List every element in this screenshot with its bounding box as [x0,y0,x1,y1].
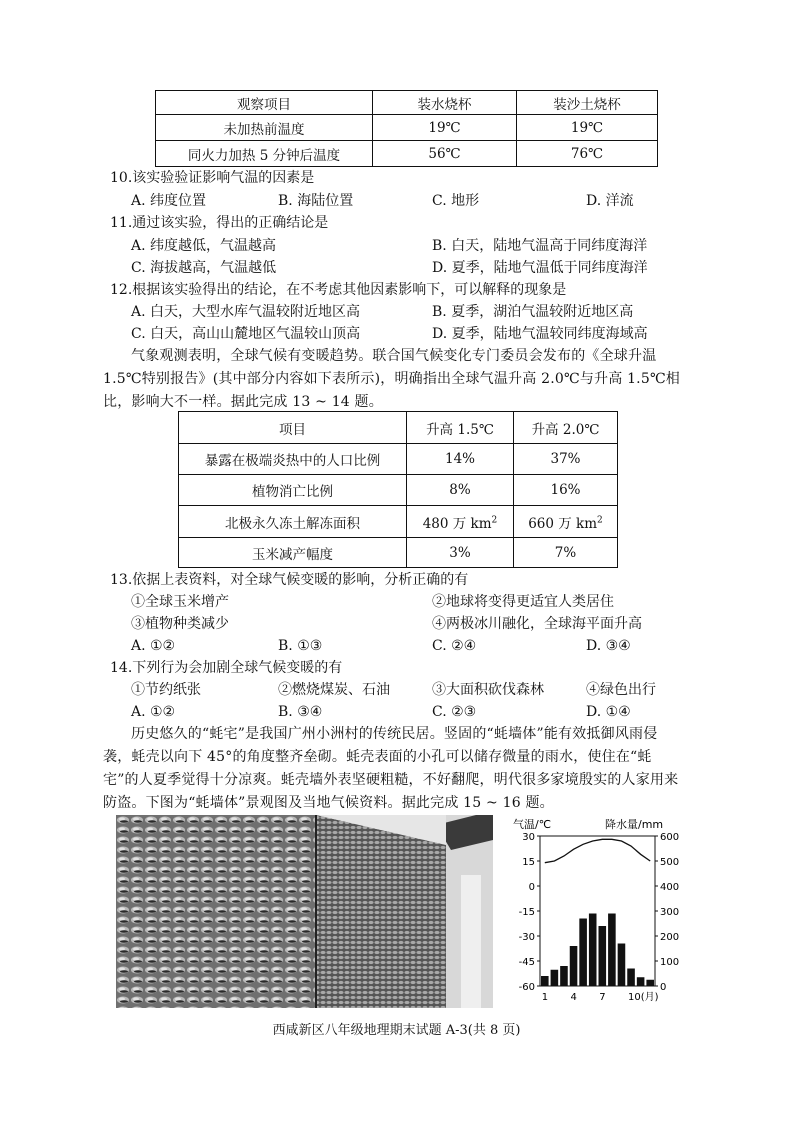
left-tick-label: 0 [528,882,535,893]
table-cell: 56℃ [373,141,517,167]
superscript: 2 [597,515,603,525]
table-cell: 玉米减产幅度 [179,538,407,568]
oyster-wall-image [116,815,493,1008]
left-tick-label: 30 [522,832,535,843]
precipitation-bar [589,914,597,987]
left-tick-label: -30 [518,932,535,943]
table-cell: 北极永久冻土解冻面积 [179,506,407,538]
q14-option-c: C. ②③ [432,704,477,720]
plot-frame [540,836,655,986]
q13-option-c: C. ②④ [432,638,477,654]
superscript: 2 [491,515,498,525]
q13-item-4: ④两极冰川融化，全球海平面升高 [432,616,642,632]
x-tick-label: 7 [599,992,606,1003]
table-cell: 8% [407,475,514,506]
y-axis-left-label: 气温/℃ [513,818,552,831]
q13-option-a: A. ①② [131,638,176,654]
x-tick-label: 1 [541,992,549,1003]
q11-option-c: C. 海拔越高，气温越低 [131,260,277,276]
precipitation-bar [646,980,654,986]
q14-option-d: D. ①④ [586,704,631,720]
q10-option-a: A. 纬度位置 [131,193,207,209]
chart-plot-area [519,832,679,1003]
cell-value: 480 万 km [422,515,492,532]
q13-option-d: D. ③④ [586,638,631,654]
q10-option-d: D. 洋流 [586,193,634,209]
right-tick-label: 300 [660,907,680,918]
table-cell: 76℃ [517,141,658,167]
x-tick-label: 10(月) [628,992,659,1003]
x-tick-label: 4 [570,992,577,1003]
q12-option-c: C. 白天，高山山麓地区气温较山顶高 [131,326,361,342]
table-cell: 同火力加热 5 分钟后温度 [156,141,373,167]
q11-option-d: D. 夏季，陆地气温低于同纬度海洋 [432,260,648,276]
temperature-line [545,839,650,862]
question-10-stem: 10.该实验验证影响气温的因素是 [110,170,315,186]
q13-option-b: B. ①③ [278,638,323,654]
passage-climate: 气象观测表明，全球气候有变暖趋势。联合国气候变化专门委员会发布的《全球升温 1.5℃特别报告》(其中部分内容如下表所示)，明确指出全球气温升高 2.0℃与升高 1.5℃相比，影响大不一样。据此完成 13 ~ 14 题。 [103,348,680,410]
right-tick-label: 500 [660,857,680,868]
precipitation-bar [618,944,626,987]
right-tick-label: 0 [660,982,667,993]
right-tick-label: 200 [660,932,680,943]
table-cell: 37% [514,444,618,475]
q12-option-b: B. 夏季，湖泊气温较附近地区高 [432,304,634,320]
left-tick-label: 15 [522,857,535,868]
question-14-stem: 14.下列行为会加剧全球气候变暖的有 [110,660,343,676]
precipitation-bar [637,977,645,986]
q12-option-d: D. 夏季，陆地气温较同纬度海域高 [432,326,648,342]
table-header: 项目 [179,412,407,444]
q11-option-a: A. 纬度越低，气温越高 [131,238,277,254]
precipitation-bar [570,946,578,986]
table-header: 升高 2.0℃ [514,412,618,444]
table-cell: 7% [514,538,618,568]
precipitation-bar [551,970,559,986]
page-footer: 西咸新区八年级地理期末试题 A-3(共 8 页) [272,1023,521,1038]
q14-item-1: ①节约纸张 [131,682,201,698]
table-header: 升高 1.5℃ [407,412,514,444]
precipitation-bar [627,969,635,987]
table-cell: 暴露在极端炎热中的人口比例 [179,444,407,475]
table-cell [514,506,618,538]
q13-item-3: ③植物种类减少 [131,616,229,632]
q14-item-2: ②燃烧煤炭、石油 [278,682,390,698]
precipitation-bar [579,919,587,987]
right-tick-label: 100 [660,957,680,968]
q12-option-a: A. 白天，大型水库气温较附近地区高 [131,304,361,320]
table-experiment [155,90,658,167]
right-tick-label: 600 [660,832,680,843]
cell-value: 660 万 km [528,515,598,532]
question-11-stem: 11.通过该实验，得出的正确结论是 [110,215,329,231]
table-cell: 19℃ [517,115,658,141]
q14-item-3: ③大面积砍伐森林 [432,682,544,698]
left-tick-label: -45 [518,957,535,968]
precipitation-bar [608,914,616,987]
q10-option-b: B. 海陆位置 [278,193,354,209]
question-13-stem: 13.依据上表资料，对全球气候变暖的影响，分析正确的有 [110,572,469,588]
precipitation-bar [599,926,607,986]
table-cell: 3% [407,538,514,568]
left-tick-label: -15 [518,907,535,918]
oyster-wall-photo [116,815,493,1008]
table-cell: 未加热前温度 [156,115,373,141]
q10-option-c: C. 地形 [432,193,480,209]
table-cell: 19℃ [373,115,517,141]
table-warming [178,411,618,568]
y-axis-right-label: 降水量/mm [605,818,664,831]
table-cell: 16% [514,475,618,506]
q13-item-1: ①全球玉米增产 [131,594,229,610]
q13-item-2: ②地球将变得更适宜人类居住 [432,594,614,610]
precipitation-bar [541,976,549,986]
table-cell: 14% [407,444,514,475]
left-tick-label: -60 [518,982,535,993]
precipitation-bar [560,966,568,986]
table-cell [407,506,514,538]
table-cell: 植物消亡比例 [179,475,407,506]
right-tick-label: 400 [660,882,680,893]
table-header: 观察项目 [156,91,373,115]
q14-item-4: ④绿色出行 [586,682,656,698]
table-header: 装沙土烧杯 [517,91,658,115]
climate-chart [505,812,685,1017]
q11-option-b: B. 白天，陆地气温高于同纬度海洋 [432,238,648,254]
q14-option-b: B. ③④ [278,704,323,720]
q14-option-a: A. ①② [131,704,176,720]
question-12-stem: 12.根据该实验得出的结论，在不考虑其他因素影响下，可以解释的现象是 [110,282,567,298]
passage-oyster-house: 历史悠久的“蚝宅”是我国广州小洲村的传统民居。竖固的“蚝墙体”能有效抵御风雨侵袭，蚝壳以向下 45°的角度整齐垒砌。蚝壳表面的小孔可以储存微量的雨水，使住在“蚝宅”的人夏季觉得十分凉爽。蚝壳墙外表坚硬粗糙，不好翻爬，明代很多家境殷实的人家用来防盗。下图为“蚝墙体”景观图及当地气候资料。据此完成 15 ~ 16 题。 [103,726,679,811]
table-header: 装水烧杯 [373,91,517,115]
